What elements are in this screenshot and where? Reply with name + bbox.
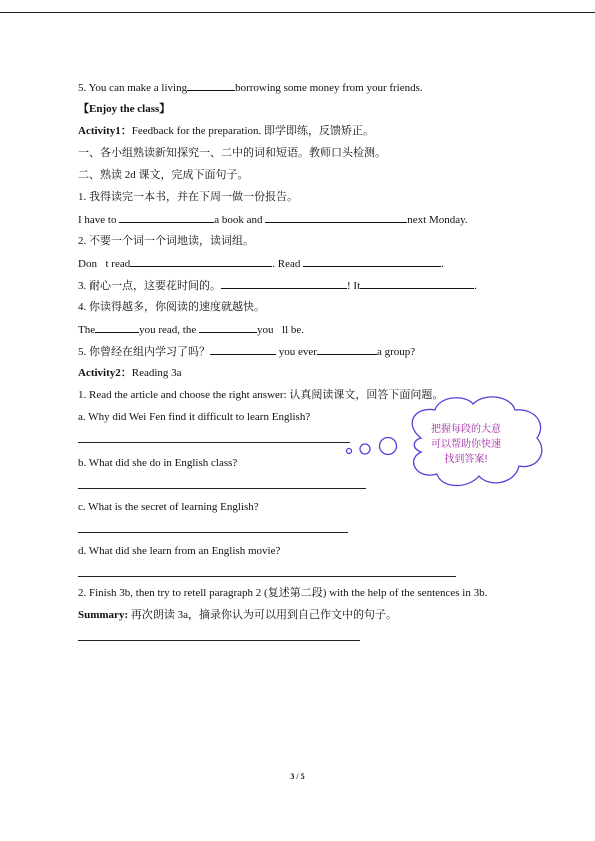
- activity2-label: Activity2：: [78, 367, 132, 379]
- activity1-label: Activity1：: [78, 125, 132, 137]
- sentence4-en: [78, 322, 304, 337]
- sentence1-en: [78, 212, 468, 227]
- answer-line-c[interactable]: [78, 532, 348, 533]
- summary-text: 再次朗读 3a，摘录你认为可以用到自己作文中的句子。: [128, 609, 397, 621]
- sentence5: [78, 344, 415, 359]
- question-d: d. What did she learn from an English movie?: [78, 545, 281, 557]
- s3-part-a: 3. 耐心一点，这要花时间的。: [78, 280, 221, 292]
- question-a: a. Why did Wei Fen find it difficult to learn English?: [78, 411, 311, 423]
- s1-blank-2[interactable]: [265, 212, 407, 223]
- question-5: [78, 80, 423, 95]
- s2-blank-1[interactable]: [130, 256, 272, 267]
- answer-line-b[interactable]: [78, 488, 366, 489]
- step-two: 二、熟读 2d 课文，完成下面句子。: [78, 169, 249, 181]
- header-rule: [0, 12, 595, 13]
- sentence2-cn: 2. 不要一个词一个词地读，读词组。: [78, 235, 254, 247]
- s5-part-a: 5. 你曾经在组内学习了吗？: [78, 346, 210, 358]
- answer-line-d[interactable]: [78, 576, 456, 577]
- summary-label: Summary:: [78, 609, 129, 621]
- thought-bubble-medium: [360, 444, 370, 454]
- sentence3: [78, 278, 477, 293]
- s2-part-c: .: [441, 258, 444, 270]
- s1-part-b: a book and: [214, 214, 266, 226]
- s4-blank-2[interactable]: [199, 322, 257, 333]
- sentence2-en: [78, 256, 444, 271]
- s3-part-b: ! It: [347, 280, 361, 292]
- tip-cloud: [343, 394, 549, 494]
- s3-blank-1[interactable]: [221, 278, 347, 289]
- s5-blank-2[interactable]: [317, 344, 377, 355]
- activity2-text: Reading 3a: [131, 367, 182, 379]
- s4-part-a: The: [78, 324, 96, 336]
- s1-part-a: I have to: [78, 214, 120, 226]
- sentence4-cn: 4. 你读得越多，你阅读的速度就越快。: [78, 301, 265, 313]
- q5-prefix: 5. You can make a living: [78, 82, 188, 94]
- thought-bubble-small: [347, 449, 352, 454]
- question-b: b. What did she do in English class?: [78, 457, 238, 469]
- question-c: c. What is the secret of learning English?: [78, 501, 259, 513]
- q5-blank[interactable]: [187, 80, 235, 91]
- s2-part-b: . Read: [272, 258, 304, 270]
- activity2-instruction: 1. Read the article and choose the right answer: 认真阅读课文，回答下面问题。: [78, 389, 444, 401]
- activity2-task2: 2. Finish 3b, then try to retell paragraph 2 (复述第二段) with the help of the sentences in 3b.: [78, 587, 488, 599]
- s1-part-c: next Monday.: [407, 214, 468, 226]
- s1-blank-1[interactable]: [119, 212, 214, 223]
- s5-part-b: you ever: [276, 346, 317, 358]
- s2-blank-2[interactable]: [303, 256, 441, 267]
- s5-part-c: a group?: [376, 346, 416, 358]
- s4-blank-1[interactable]: [95, 322, 139, 333]
- s5-blank-1[interactable]: [210, 344, 276, 355]
- s4-part-c: you ll be.: [256, 324, 305, 336]
- step-one: 一、各小组熟读新知探究一、二中的词和短语。教师口头检测。: [78, 147, 386, 159]
- enjoy-heading: 【Enjoy the class】: [78, 103, 171, 115]
- sentence1-cn: 1. 我得读完一本书，并在下周一做一份报告。: [78, 191, 298, 203]
- activity2-line: [78, 366, 182, 380]
- s3-blank-2[interactable]: [360, 278, 474, 289]
- thought-bubble-large: [380, 438, 397, 455]
- page-number: 3 / 5: [290, 772, 305, 781]
- s2-part-a: Don t read: [78, 258, 131, 270]
- cloud-tip-text: 把握每段的大意可以帮助你快速找到答案!: [431, 424, 501, 465]
- summary-line: [78, 608, 397, 622]
- s3-part-c: .: [474, 280, 477, 292]
- summary-answer-line[interactable]: [78, 640, 360, 641]
- answer-line-a[interactable]: [78, 442, 350, 443]
- activity1-text: Feedback for the preparation. 即学即练，反馈矫正。: [131, 125, 375, 137]
- activity1-line: [78, 124, 374, 138]
- q5-suffix: borrowing some money from your friends.: [235, 82, 423, 94]
- s4-part-b: you read, the: [139, 324, 199, 336]
